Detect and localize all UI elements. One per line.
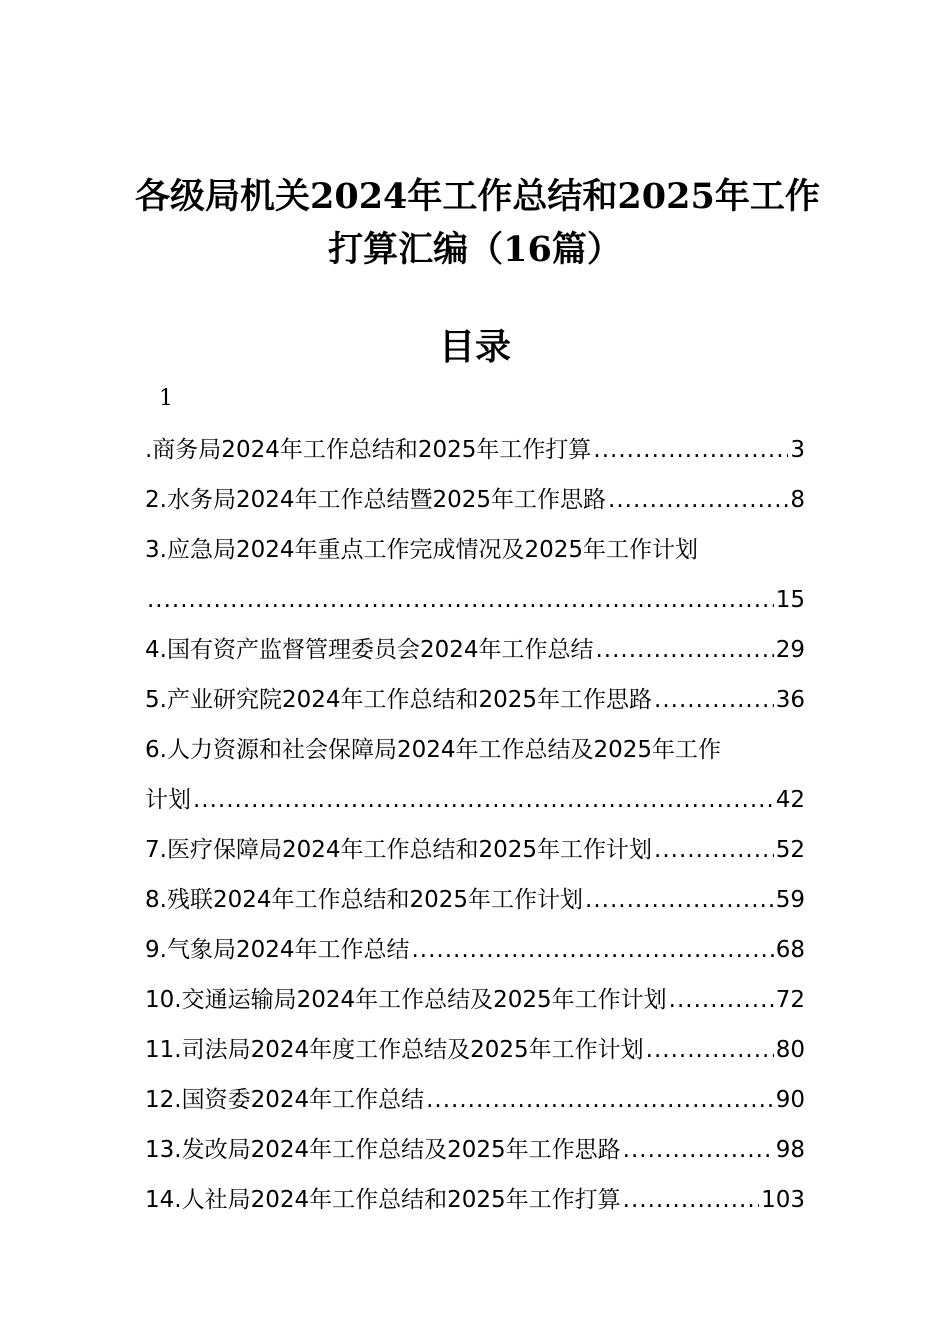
toc-entry-page: 68 — [775, 937, 805, 963]
toc-leader-dots — [654, 825, 774, 875]
toc-entry-label: 12.国资委2024年工作总结 — [145, 1087, 425, 1113]
toc-entry-label: 13.发改局2024年工作总结及2025年工作思路 — [145, 1137, 621, 1163]
toc-leader-dots — [595, 625, 773, 675]
toc-leader-dots — [411, 925, 773, 975]
toc-leader-dots — [193, 775, 774, 825]
toc-entry-3-line-2[interactable] — [145, 575, 805, 625]
stray-number: 1 — [159, 386, 173, 411]
toc-entry-page: 8 — [790, 487, 805, 513]
toc-leader-dots — [623, 1125, 774, 1175]
toc-entry-page: 59 — [775, 887, 805, 913]
toc-entry-page: 42 — [775, 787, 805, 813]
toc-entry-page: 29 — [775, 637, 805, 663]
toc-heading: 目录 — [438, 326, 511, 368]
toc-entry-page: 36 — [775, 687, 805, 713]
document-title — [135, 170, 820, 276]
toc-entry-label: .商务局2024年工作总结和2025年工作打算 — [145, 437, 592, 463]
toc-entry-label: 8.残联2024年工作总结和2025年工作计划 — [145, 887, 584, 913]
toc-entry-3-line-1[interactable] — [145, 525, 805, 575]
toc-entry-label: 11.司法局2024年度工作总结及2025年工作计划 — [145, 1037, 644, 1063]
toc-entry-label-continued: 计划 — [145, 787, 191, 813]
toc-entry-label: 5.产业研究院2024年工作总结和2025年工作思路 — [145, 687, 653, 713]
title-line-1: 各级局机关2024年工作总结和2025年工作 — [135, 176, 820, 217]
toc-entry-2[interactable] — [145, 475, 805, 525]
toc-leader-dots — [646, 1025, 774, 1075]
toc-entry-8[interactable] — [145, 875, 805, 925]
toc-leader-dots — [669, 975, 774, 1025]
toc-entry-page: 3 — [790, 437, 805, 463]
toc-entry-1[interactable] — [145, 425, 805, 475]
toc-entry-6-line-1[interactable] — [145, 725, 805, 775]
toc-leader-dots — [623, 1175, 759, 1225]
toc-entry-label: 2.水务局2024年工作总结暨2025年工作思路 — [145, 487, 607, 513]
toc-entry-10[interactable] — [145, 975, 805, 1025]
toc-entry-5[interactable] — [145, 675, 805, 725]
toc-entry-page: 90 — [775, 1087, 805, 1113]
toc-leader-dots — [654, 675, 774, 725]
toc-entry-11[interactable] — [145, 1025, 805, 1075]
table-of-contents — [145, 425, 805, 1225]
toc-entry-6-line-2[interactable] — [145, 775, 805, 825]
toc-leader-dots — [608, 475, 788, 525]
toc-entry-label: 3.应急局2024年重点工作完成情况及2025年工作计划 — [145, 537, 699, 563]
toc-entry-label: 9.气象局2024年工作总结 — [145, 937, 410, 963]
toc-entry-label: 7.医疗保障局2024年工作总结和2025年工作计划 — [145, 837, 653, 863]
toc-entry-label: 4.国有资产监督管理委员会2024年工作总结 — [145, 637, 594, 663]
toc-entry-page: 52 — [775, 837, 805, 863]
toc-entry-page: 15 — [775, 587, 805, 613]
toc-entry-label: 14.人社局2024年工作总结和2025年工作打算 — [145, 1187, 621, 1213]
toc-entry-14[interactable] — [145, 1175, 805, 1225]
toc-entry-7[interactable] — [145, 825, 805, 875]
toc-entry-label: 6.人力资源和社会保障局2024年工作总结及2025年工作 — [145, 737, 722, 763]
toc-entry-13[interactable] — [145, 1125, 805, 1175]
toc-leader-dots — [147, 575, 774, 625]
toc-entry-page: 103 — [761, 1187, 805, 1213]
toc-entry-page: 80 — [775, 1037, 805, 1063]
toc-leader-dots — [593, 425, 788, 475]
toc-leader-dots — [426, 1075, 774, 1125]
toc-entry-4[interactable] — [145, 625, 805, 675]
toc-entry-label: 10.交通运输局2024年工作总结及2025年工作计划 — [145, 987, 667, 1013]
toc-entry-9[interactable] — [145, 925, 805, 975]
toc-entry-page: 98 — [775, 1137, 805, 1163]
toc-entry-12[interactable] — [145, 1075, 805, 1125]
toc-leader-dots — [585, 875, 774, 925]
toc-entry-page: 72 — [775, 987, 805, 1013]
title-line-2: 打算汇编（16篇） — [328, 229, 622, 270]
